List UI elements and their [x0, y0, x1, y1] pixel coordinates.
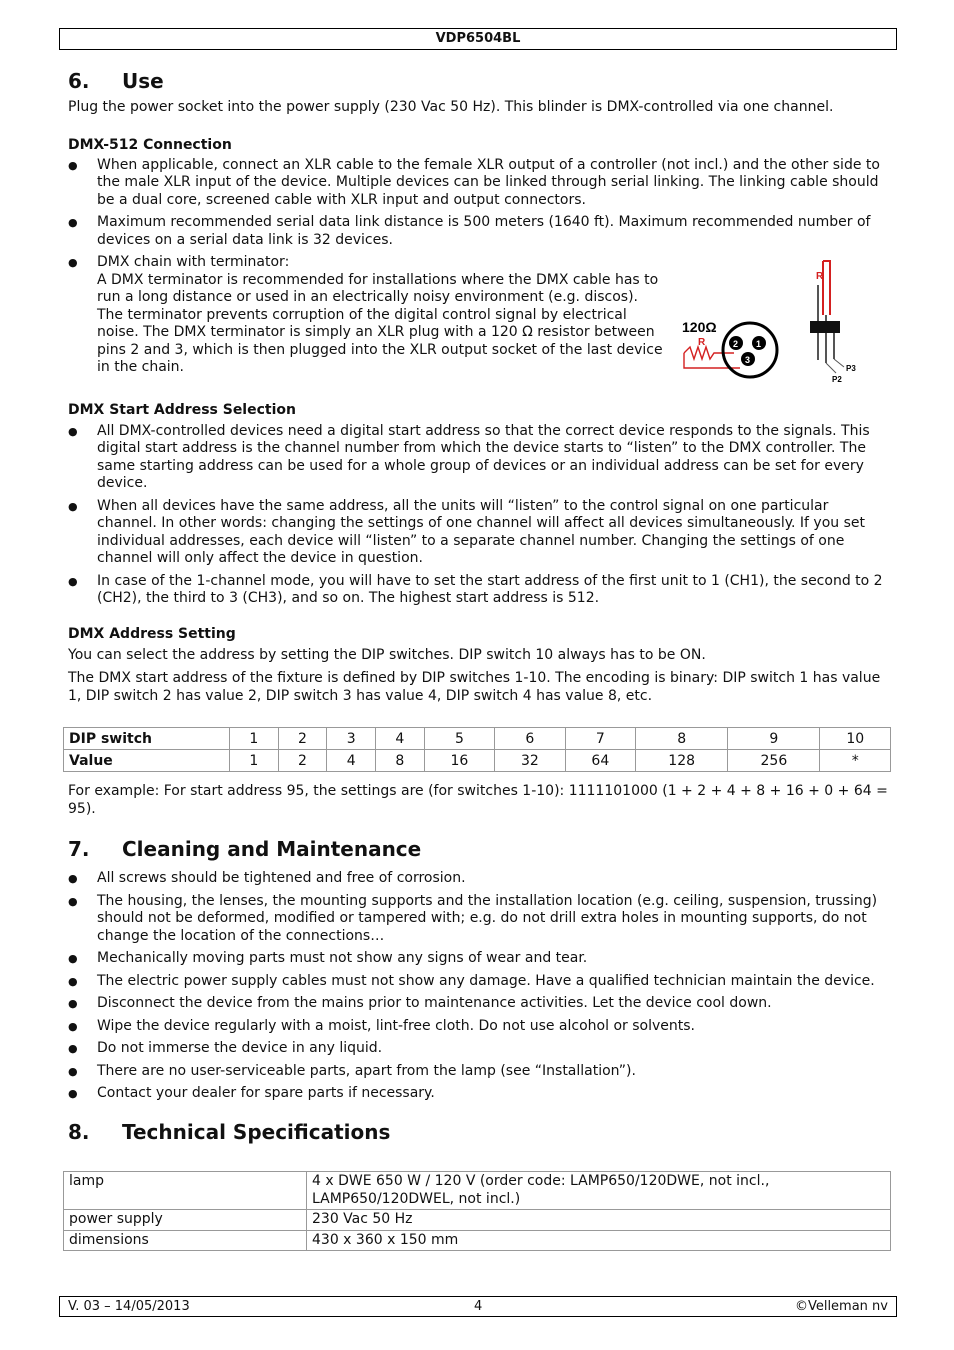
xlr-connector-outline [723, 323, 777, 377]
footer-copyright: ©Velleman nv [794, 1299, 888, 1314]
table-cell: 8 [636, 728, 728, 750]
spec-key: power supply [64, 1210, 307, 1231]
bullet-icon: ● [68, 216, 78, 229]
resistor-label-2: R [816, 271, 824, 282]
pin-lead [834, 359, 844, 367]
bullet-icon: ● [68, 158, 78, 172]
address-setting-p1: You can select the address by setting the DIP switches. DIP switch 10 always has to be ON. [68, 646, 706, 663]
table-cell: 128 [636, 750, 728, 772]
bullet-icon: ● [68, 894, 78, 908]
table-row [64, 750, 891, 772]
list-item: ● Do not immerse the device in any liquid. [68, 1040, 383, 1056]
bullet-icon: ● [68, 872, 78, 885]
spec-key: dimensions [64, 1230, 307, 1251]
list-item: ● The electric power supply cables must not show any damage. Have a qualified technician maintain the device. [68, 972, 875, 989]
list-item: ● The housing, the lenses, the mounting supports and the installation location (e.g. ceiling, suspension, trussing) should not be deformed, modified or tampered with; e.g. do not drill extra holes in mounting supports, do not change the location of the connections… [68, 892, 878, 944]
terminator-title: DMX chain with terminator: [97, 254, 290, 270]
section-number: 7. [68, 837, 90, 861]
bullet-icon: ● [68, 424, 78, 438]
table-cell: 9 [728, 728, 820, 750]
section-7-heading [68, 834, 890, 864]
address-example: For example: For start address 95, the settings are (for switches 1-10): 1111101000 (1 + 2 + 4 + 8 + 16 + 0 + 64 = 95). [68, 783, 888, 817]
page-footer [59, 1296, 897, 1317]
bullet-icon: ● [68, 1087, 78, 1100]
table-cell: 4 [376, 728, 425, 750]
table-cell: 2 [278, 750, 327, 772]
bullet-icon: ● [68, 256, 78, 269]
p2-label: P2 [832, 375, 842, 384]
spec-key: lamp [64, 1172, 307, 1210]
table-cell: 3 [327, 728, 376, 750]
pin-1-label: 1 [756, 339, 762, 349]
section-title: Technical Specifications [122, 1119, 391, 1144]
section-8-heading [68, 1117, 890, 1147]
table-cell: 16 [424, 750, 494, 772]
list-item: ● Contact your dealer for spare parts if necessary. [68, 1085, 435, 1101]
section-number: 6. [68, 69, 90, 93]
section-number: 8. [68, 1119, 90, 1144]
resistor-zigzag [684, 347, 734, 359]
table-row [64, 1230, 891, 1251]
table-cell: 7 [565, 728, 635, 750]
bullet-icon: ● [68, 974, 78, 988]
footer-version: V. 03 – 14/05/2013 [68, 1299, 190, 1314]
plug-body [810, 321, 840, 333]
pin-3-label: 3 [745, 355, 751, 365]
table-row [64, 728, 891, 750]
page-content-lower [68, 783, 890, 1147]
table-cell: * [820, 750, 891, 772]
bullet-icon: ● [68, 1019, 78, 1033]
dmx-terminator-diagram [676, 255, 876, 390]
list-item: ● All screws should be tightened and free of corrosion. [68, 870, 466, 886]
table-cell: 4 [327, 750, 376, 772]
specifications-table [63, 1171, 891, 1251]
spec-value: 4 x DWE 650 W / 120 V (order code: LAMP650/120DWE, not incl., LAMP650/120DWEL, not incl.) [307, 1172, 891, 1210]
list-item: ● When all devices have the same address, all the units will “listen” to the control signal on one particular channel. In other words: changing the settings of one channel will affect all devices simultaneously. If you set individual addresses, each device will “listen” to a separate channel number. Changing the settings of one channel will only affect the device in question. [68, 497, 865, 566]
bullet-icon: ● [68, 1064, 78, 1078]
section-title: Use [122, 69, 164, 93]
page-header [59, 28, 897, 50]
bullet-icon: ● [68, 1042, 78, 1055]
footer-page-number: 4 [474, 1299, 483, 1314]
terminator-text: A DMX terminator is recommended for installations where the DMX cable has to run a long distance or used in an electrically noisy environment (e.g. discos). The terminator prevents corruption of the digital control signal by electrical noise. The DMX terminator is simply an XLR plug with a 120 Ω resistor between pins 2 and 3, which is then plugged into the XLR output socket of the last device in the chain. [97, 271, 663, 375]
list-item: ● Maximum recommended serial data link distance is 500 meters (1640 ft). Maximum recommended number of devices on a serial data link is 32 devices. [68, 214, 871, 248]
header-title: VDP6504BL [435, 31, 521, 46]
list-item [68, 254, 664, 377]
address-setting-heading: DMX Address Setting [68, 625, 236, 642]
cleaning-list [68, 870, 890, 1103]
pin-2-label: 2 [733, 339, 739, 349]
table-cell: 256 [728, 750, 820, 772]
list-item: ● All DMX-controlled devices need a digital start address so that the correct device responds to the signals. This digital start address is the channel number from which the device starts to “listen” to the DMX controller. The same starting address can be used for a whole group of devices or an individual address can be set for every device. [68, 422, 870, 491]
table-cell: 32 [495, 750, 565, 772]
bullet-icon: ● [68, 997, 78, 1010]
dip-switch-table [63, 727, 891, 772]
bullet-icon: ● [68, 499, 78, 513]
list-item: ● In case of the 1-channel mode, you will have to set the start address of the first unit to 1 (CH1), the second to 2 (CH2), the third to 3 (CH3), and so on. The highest start address is 512. [68, 572, 883, 606]
table-row [64, 1172, 891, 1210]
pin-lead [826, 363, 836, 373]
list-item: ● Wipe the device regularly with a moist, lint-free cloth. Do not use alcohol or solvents. [68, 1017, 695, 1034]
spec-value: 230 Vac 50 Hz [307, 1210, 891, 1231]
list-item: ● There are no user-serviceable parts, apart from the lamp (see “Installation”). [68, 1062, 636, 1079]
bullet-icon: ● [68, 952, 78, 965]
table-cell: 2 [278, 728, 327, 750]
ohm-label: 120Ω [682, 319, 717, 335]
start-address-heading: DMX Start Address Selection [68, 401, 296, 418]
table-cell: 1 [230, 728, 279, 750]
resistor-label: R [698, 337, 706, 348]
section-6-heading [68, 66, 890, 96]
table-cell: 8 [376, 750, 425, 772]
list-item: ● Disconnect the device from the mains prior to maintenance activities. Let the device cool down. [68, 995, 772, 1011]
section-title: Cleaning and Maintenance [122, 837, 422, 861]
table-cell: 5 [424, 728, 494, 750]
start-address-list [68, 423, 890, 608]
table-cell: 6 [495, 728, 565, 750]
value-row-label: Value [64, 750, 230, 772]
table-row [64, 1210, 891, 1231]
list-item: ● When applicable, connect an XLR cable to the female XLR output of a controller (not incl.) and the other side to the male XLR input of the device. Multiple devices can be linked through serial linking. The linking cable should be a dual core, screened cable with XLR input and output connectors. [68, 156, 880, 208]
dmx512-heading: DMX-512 Connection [68, 136, 232, 153]
use-intro: Plug the power socket into the power supply (230 Vac 50 Hz). This blinder is DMX-controlled via one channel. [68, 99, 834, 115]
table-cell: 10 [820, 728, 891, 750]
p3-label: P3 [846, 364, 856, 373]
table-cell: 64 [565, 750, 635, 772]
list-item: ● Mechanically moving parts must not show any signs of wear and tear. [68, 950, 588, 966]
bullet-icon: ● [68, 574, 78, 588]
table-cell: 1 [230, 750, 279, 772]
dip-row-label: DIP switch [64, 728, 230, 750]
spec-value: 430 x 360 x 150 mm [307, 1230, 891, 1251]
address-setting-p2: The DMX start address of the fixture is defined by DIP switches 1-10. The encoding is binary: DIP switch 1 has value 1, DIP switch 2 has value 2, DIP switch 3 has value 4, DIP switch 4 has value 8, etc. [68, 670, 881, 704]
side-resistor [823, 261, 830, 315]
